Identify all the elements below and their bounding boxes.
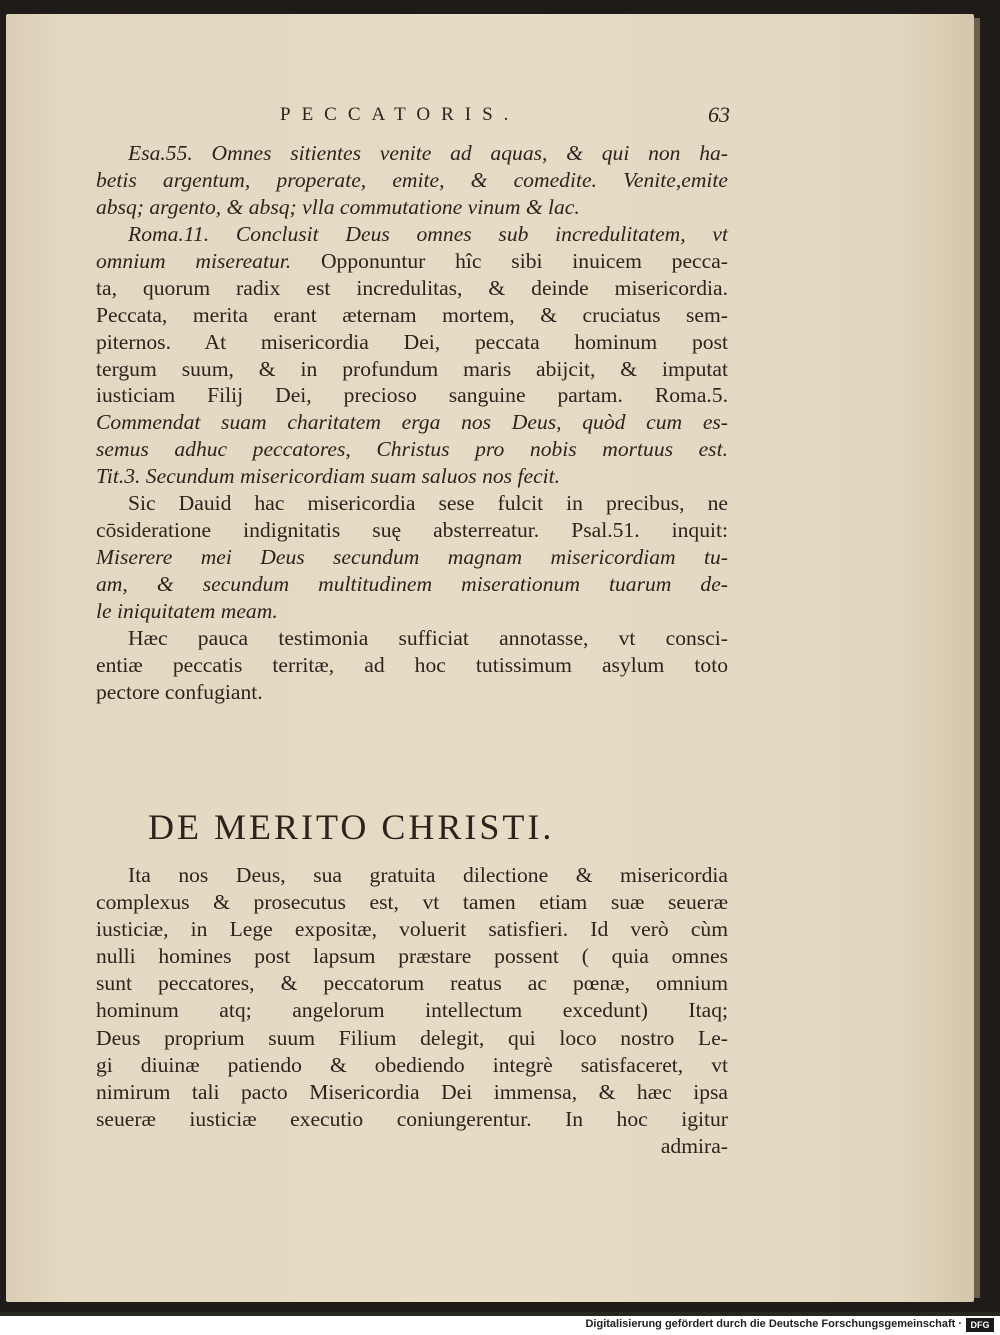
text-line: hominum atq; angelorum intellectum excedunt) Itaq; xyxy=(96,998,728,1023)
text-line: gi diuinæ patiendo & obediendo integrè satisfaceret, vt xyxy=(96,1052,728,1077)
page-header xyxy=(280,102,730,132)
text-line: entiæ peccatis territæ, ad hoc tutissimum asylum toto xyxy=(96,652,728,677)
text-line: absq; argento, & absq; vlla commutatione vinum & lac. xyxy=(96,194,580,219)
text-line: admira- xyxy=(660,1133,728,1158)
funding-credit: Digitalisierung gefördert durch die Deutsche Forschungsgemeinschaft · xyxy=(585,1318,962,1330)
text-line: Miserere mei Deus secundum magnam misericordiam tu- xyxy=(96,545,728,570)
text-line xyxy=(96,248,728,275)
text-line: Peccata, merita erant æternam mortem, & cruciatus sem- xyxy=(96,302,728,327)
text-line: pectore confugiant. xyxy=(96,679,263,704)
text-line: tergum suum, & in profundum maris abijcit, & imputat xyxy=(96,356,728,381)
text-line: piternos. At misericordia Dei, peccata hominum post xyxy=(96,329,728,354)
text-line: iusticiam Filij Dei, precioso sanguine partam. Roma.5. xyxy=(96,383,728,408)
text-line: ta, quorum radix est incredulitas, & deinde misericordia. xyxy=(96,275,728,300)
text-line: nulli homines post lapsum præstare possent ( quia omnes xyxy=(96,944,728,969)
text-line: semus adhuc peccatores, Christus pro nobis mortuus est. xyxy=(96,437,728,462)
text-fragment: omnium misereatur. xyxy=(96,248,321,273)
text-line: Esa.55. Omnes sitientes venite ad aquas, & qui non ha- xyxy=(128,141,728,165)
text-line: seueræ iusticiæ executio coniungerentur. In hoc igitur xyxy=(96,1106,728,1131)
text-line: complexus & prosecutus est, vt tamen etiam suæ seueræ xyxy=(96,890,728,915)
page-edge xyxy=(974,18,980,1298)
text-line: le iniquitatem meam. xyxy=(96,598,278,623)
text-line: Hæc pauca testimonia sufficiat annotasse, vt consci- xyxy=(128,625,728,650)
text-line: cōsideratione indignitatis suę absterreatur. Psal.51. inquit: xyxy=(96,518,728,543)
text-line: iusticiæ, in Lege expositæ, voluerit satisfieri. Id verò cùm xyxy=(96,917,728,942)
running-head: PECCATORIS. xyxy=(280,104,520,125)
text-line: sunt peccatores, & peccatorum reatus ac pœnæ, omnium xyxy=(96,971,728,996)
text-line: nimirum tali pacto Misericordia Dei immensa, & hæc ipsa xyxy=(96,1079,728,1104)
section-heading: DE MERITO CHRISTI. xyxy=(148,807,555,847)
text-line: Roma.11. Conclusit Deus omnes sub incredulitatem, vt xyxy=(128,221,728,246)
text-line: Deus proprium suum Filium delegit, qui loco nostro Le- xyxy=(96,1025,728,1050)
text-line: Tit.3. Secundum misericordiam suam saluos nos fecit. xyxy=(96,464,561,489)
text-line: am, & secundum multitudinem miserationum tuarum de- xyxy=(96,572,728,596)
text-block-1 xyxy=(96,140,728,706)
text-block-2 xyxy=(96,862,728,1160)
text-line: Commendat suam charitatem erga nos Deus, quòd cum es- xyxy=(96,410,728,435)
text-fragment: Opponuntur hîc sibi inuicem pecca- xyxy=(320,248,728,273)
footer-bar xyxy=(0,1316,1000,1335)
page-number: 63 xyxy=(708,102,730,127)
text-line: Sic Dauid hac misericordia sese fulcit in precibus, ne xyxy=(128,491,728,516)
text-line: Ita nos Deus, sua gratuita dilectione & misericordia xyxy=(128,863,728,887)
dfg-logo-icon: DFG xyxy=(966,1318,994,1332)
text-line: betis argentum, properate, emite, & comedite. Venite,emite xyxy=(96,167,728,192)
